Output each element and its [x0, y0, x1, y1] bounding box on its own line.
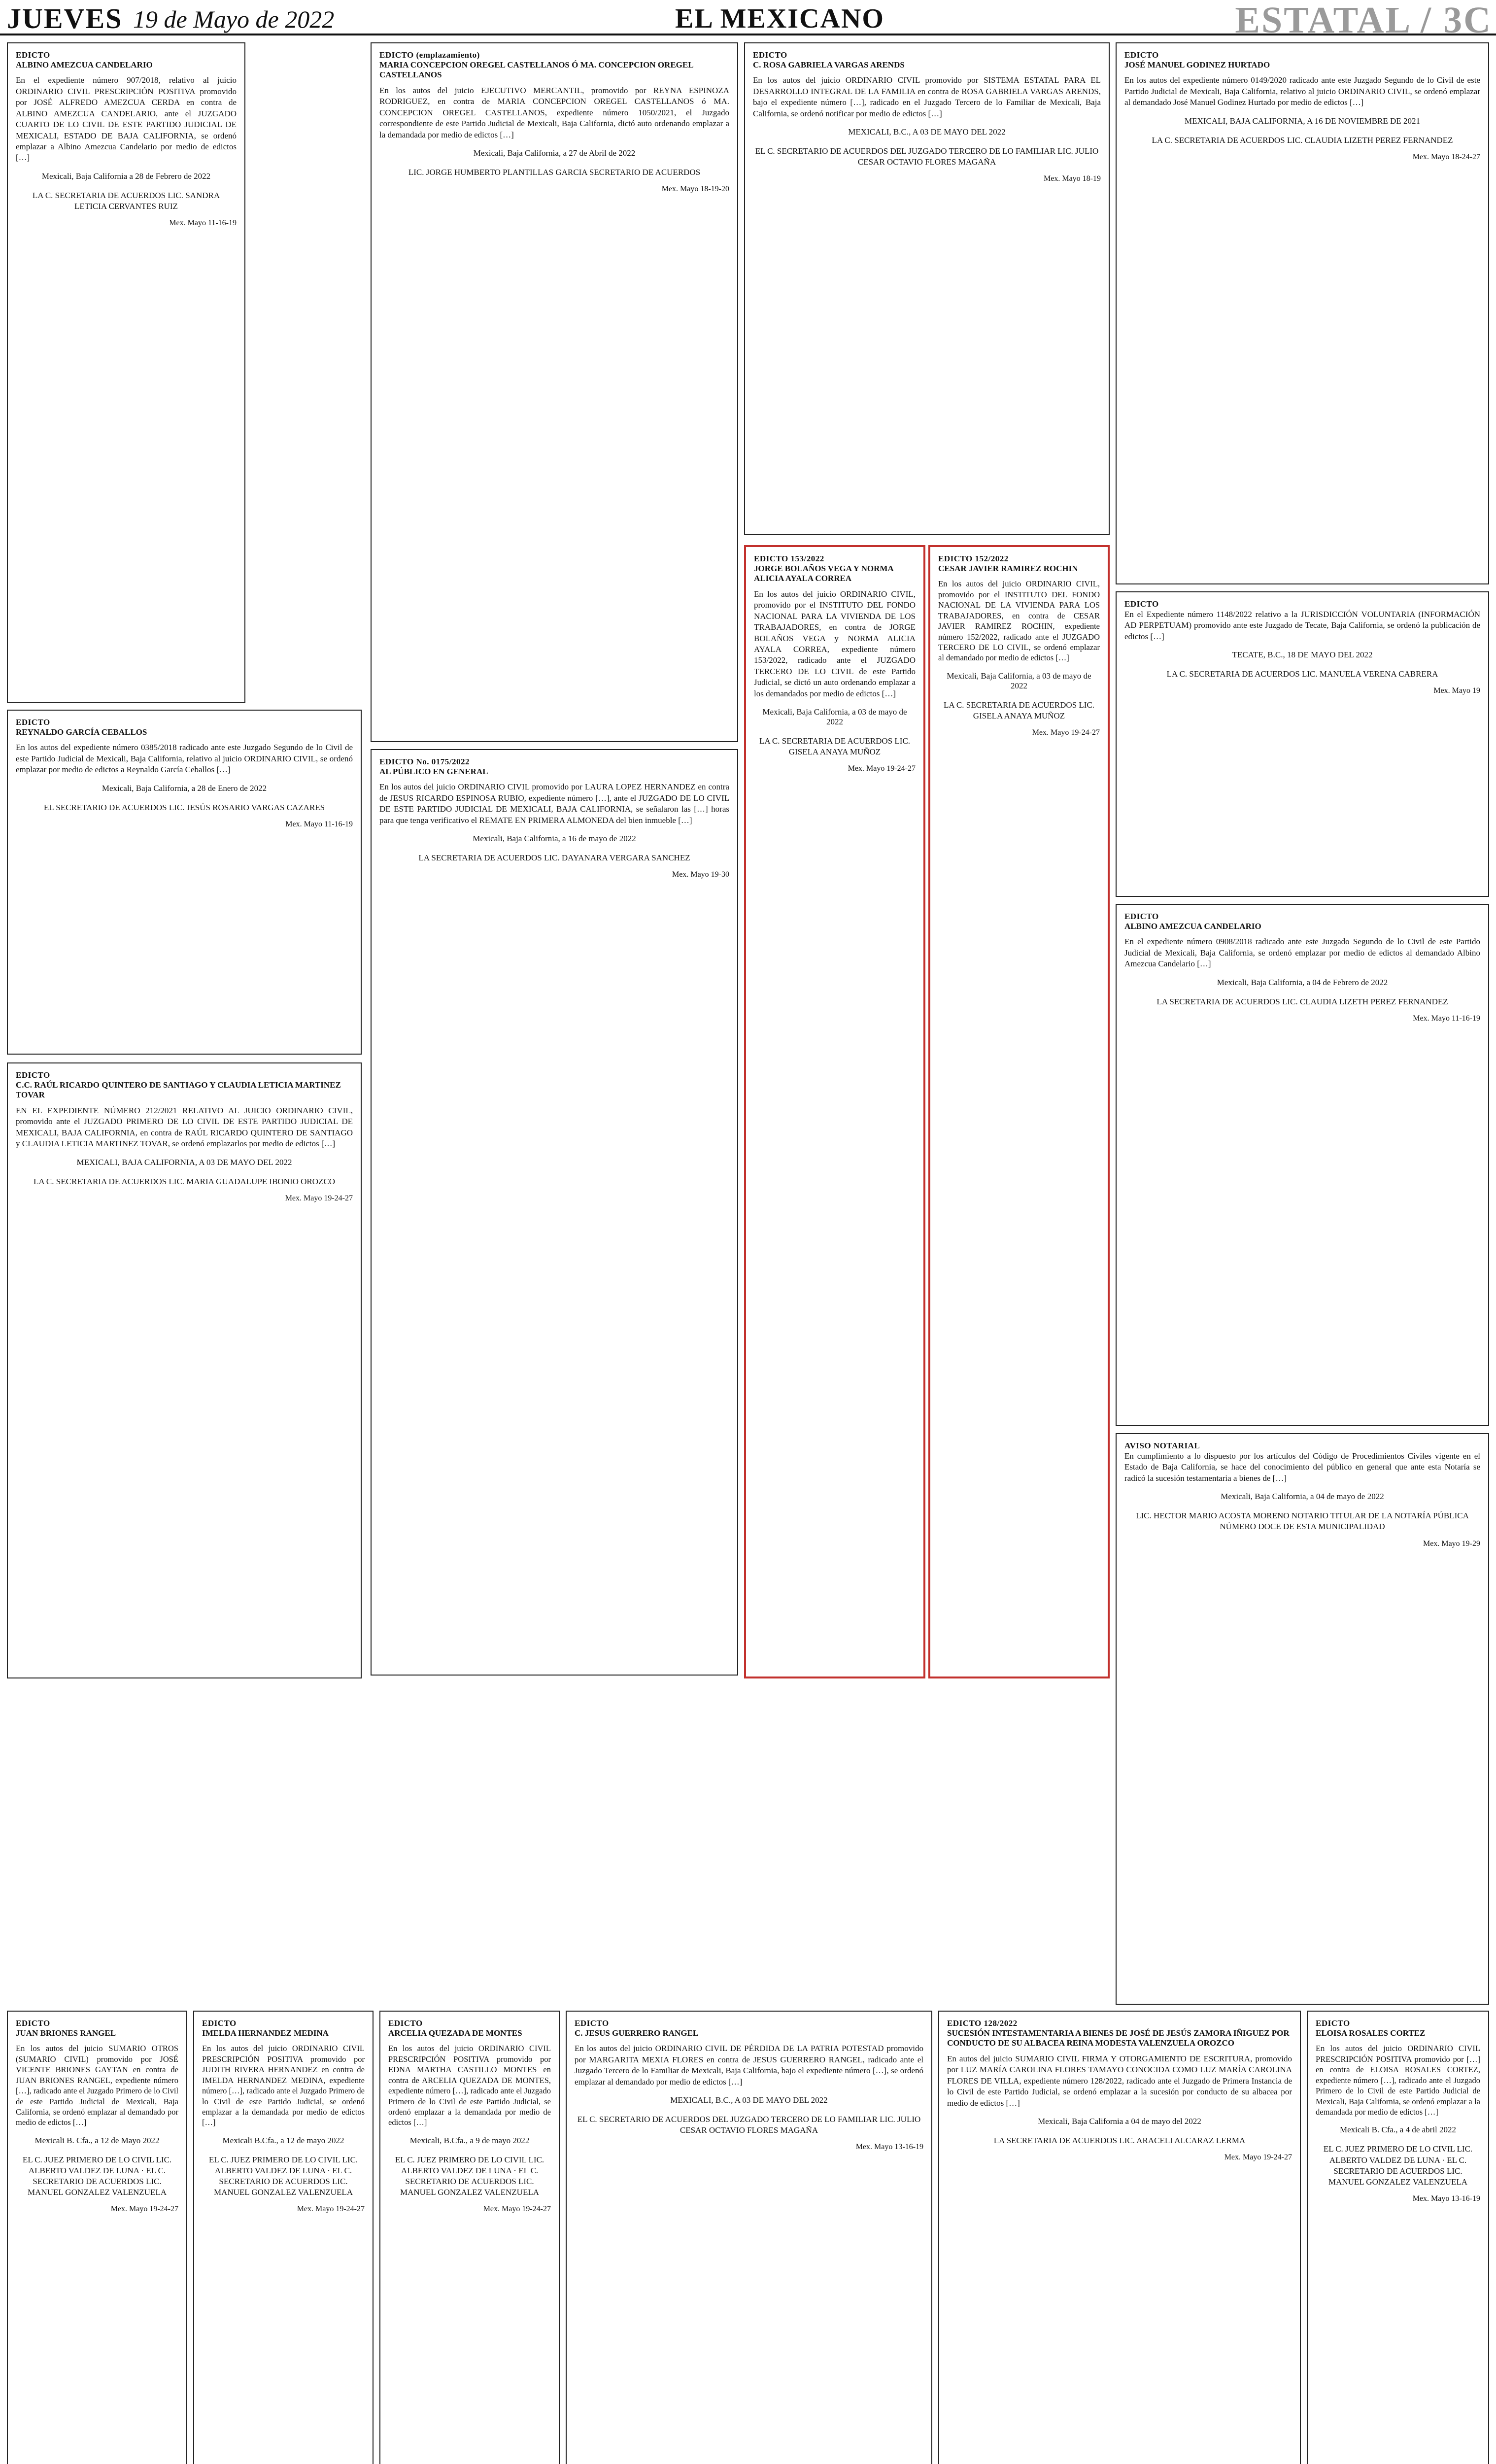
- notice-publication-dates: Mex. Mayo 19-24-27: [848, 764, 916, 773]
- notice-paragraph: En los autos del juicio ORDINARIO CIVIL, promovido por el INSTITUTO DEL FONDO NACIONAL DE LA VIVIENDA PARA LOS TRABAJADORES, en contra de CESAR JAVIER RAMIREZ ROCHIN, expediente número 152/2022, radicado ante el JUZGADO TERCERO DE LO CIVIL, se ordenó emplazar al demandado por medio de edictos […]: [938, 579, 1100, 663]
- notice-body: [16, 75, 237, 164]
- notice-kind: EDICTO: [1316, 2019, 1350, 2028]
- notice-n3: [744, 42, 1110, 535]
- notice-party: REYNALDO GARCÍA CEBALLOS: [16, 727, 147, 737]
- notice-party: ALBINO AMEZCUA CANDELARIO: [16, 60, 153, 69]
- notice-place-date: MEXICALI, B.C., A 03 DE MAYO DEL 2022: [848, 127, 1006, 137]
- notice-kind: EDICTO No. 0175/2022: [379, 757, 470, 766]
- notice-kind: EDICTO: [1124, 599, 1159, 609]
- notice-signature: EL SECRETARIO DE ACUERDOS LIC. JESÚS ROSARIO VARGAS CAZARES: [43, 802, 325, 812]
- notice-kind: EDICTO 152/2022: [938, 554, 1009, 563]
- notice-kind: EDICTO: [388, 2019, 423, 2028]
- notice-n8: [7, 1062, 362, 1678]
- notice-paragraph: En los autos del juicio ORDINARIO CIVIL PRESCRIPCIÓN POSITIVA promovido por […] en contra de ELOISA ROSALES CORTEZ, expediente número […], radicado ante el Juzgado Primero de lo Civil de este Partido Judicial de Mexicali, Baja California, se ordenó emplazar a la demandada por medio de edictos […]: [1316, 2044, 1480, 2117]
- notice-body: [16, 742, 353, 775]
- masthead-day: JUEVES: [7, 2, 123, 34]
- notice-party: JORGE BOLAÑOS VEGA Y NORMA ALICIA AYALA CORREA: [754, 564, 893, 583]
- notice-body: [379, 782, 729, 826]
- notice-publication-dates: Mex. Mayo 18-19-20: [661, 185, 729, 194]
- notice-body: [379, 85, 729, 140]
- notice-place-date: Mexicali, Baja California, a 04 de Febrero de 2022: [1217, 977, 1388, 987]
- notice-signature: LIC. JORGE HUMBERTO PLANTILLAS GARCIA SECRETARIO DE ACUERDOS: [408, 167, 701, 177]
- notice-kind: EDICTO: [16, 1070, 50, 1080]
- notice-n11: [928, 545, 1110, 1678]
- notice-paragraph: EN EL EXPEDIENTE NÚMERO 212/2021 RELATIVO AL JUICIO ORDINARIO CIVIL, promovido ante el JUZGADO PRIMERO DE LO CIVIL DE ESTE PARTIDO JUDICIAL DE MEXICALI, BAJA CALIFORNIA, en contra de RAÚL RICARDO QUINTERO DE SANTIAGO y CLAUDIA LETICIA MARTINEZ TOVAR, se ordenó emplazarlos por medio de edictos […]: [16, 1105, 353, 1149]
- notice-publication-dates: Mex. Mayo 18-19: [1044, 174, 1101, 183]
- notice-party: C. ROSA GABRIELA VARGAS ARENDS: [753, 60, 905, 69]
- notice-kind: EDICTO: [753, 50, 787, 60]
- notice-body: [1316, 2043, 1480, 2117]
- notice-kind: AVISO NOTARIAL: [1124, 1441, 1200, 1450]
- notice-body: [753, 75, 1101, 119]
- notice-party: ELOISA ROSALES CORTEZ: [1316, 2028, 1426, 2038]
- notice-body: [202, 2043, 365, 2128]
- notice-publication-dates: Mex. Mayo 13-16-19: [1412, 2194, 1480, 2203]
- notice-publication-dates: Mex. Mayo 19-24-27: [285, 1194, 353, 1202]
- notice-paragraph: En los autos del juicio ORDINARIO CIVIL promovido por SISTEMA ESTATAL PARA EL DESARROLLO INTEGRAL DE LA FAMILIA en contra de ROSA GABRIELA VARGAS ARENDS, bajo el expediente número […], radicado en el Juzgado Tercero de lo Familiar de Mexicali, Baja California, se ordenó notificar por medio de edictos […]: [753, 75, 1101, 118]
- notice-n6: [1116, 904, 1489, 1426]
- notice-party: ARCELIA QUEZADA DE MONTES: [388, 2028, 522, 2038]
- notice-signature: LIC. HECTOR MARIO ACOSTA MORENO NOTARIO TITULAR DE LA NOTARÍA PÚBLICA NÚMERO DOCE DE ESTA MUNICIPALIDAD: [1136, 1511, 1469, 1532]
- notice-body: [388, 2043, 551, 2128]
- notice-paragraph: En los autos del expediente número 0149/2020 radicado ante este Juzgado Segundo de lo Civil de este Partido Judicial de Mexicali, Baja California, relativo al juicio ORDINARIO CIVIL, se ordenó emplazar al demandado José Manuel Godinez Hurtado por medio de edictos […]: [1124, 75, 1480, 107]
- notice-signature: LA SECRETARIA DE ACUERDOS LIC. DAYANARA VERGARA SANCHEZ: [418, 853, 690, 863]
- notice-body: [754, 589, 916, 699]
- section-title: ESTATAL / 3C: [1235, 0, 1492, 41]
- notice-body: [947, 2053, 1292, 2109]
- notice-signature: LA C. SECRETARIA DE ACUERDOS LIC. SANDRA LETICIA CERVANTES RUIZ: [32, 190, 220, 211]
- notice-signature: LA C. SECRETARIA DE ACUERDOS LIC. MARIA GUADALUPE IBONIO OROZCO: [33, 1176, 336, 1186]
- notice-paragraph: En los autos del juicio ORDINARIO CIVIL promovido por LAURA LOPEZ HERNANDEZ en contra de JESUS RICARDO ESPINOSA RUBIO, expediente número […], ante el JUZGADO DE LO CIVIL DE ESTE PARTIDO JUDICIAL DE MEXICALI, BAJA CALIFORNIA, se señalaron las […] horas para que tenga verificativo el REMATE EN PRIMERA ALMONEDA del bien inmueble […]: [379, 782, 729, 825]
- newspaper-name: EL MEXICANO: [675, 3, 884, 34]
- notice-n17: [938, 2011, 1301, 2464]
- notice-place-date: Mexicali B. Cfa., a 12 de Mayo 2022: [34, 2135, 160, 2145]
- notice-signature: LA C. SECRETARIA DE ACUERDOS LIC. GISELA ANAYA MUÑOZ: [759, 736, 911, 757]
- notice-body: [1124, 75, 1480, 108]
- notice-party: C.C. RAÚL RICARDO QUINTERO DE SANTIAGO Y CLAUDIA LETICIA MARTINEZ TOVAR: [16, 1080, 341, 1100]
- notice-place-date: Mexicali, B.Cfa., a 9 de mayo 2022: [409, 2135, 530, 2145]
- notice-place-date: MEXICALI, BAJA CALIFORNIA, A 16 DE NOVIEMBRE DE 2021: [1185, 116, 1420, 126]
- notice-place-date: Mexicali B.Cfa., a 12 de mayo 2022: [222, 2135, 344, 2145]
- notice-kind: EDICTO 153/2022: [754, 554, 824, 563]
- notice-place-date: TECATE, B.C., 18 DE MAYO DEL 2022: [1232, 650, 1373, 660]
- notice-publication-dates: Mex. Mayo 19-24-27: [483, 2205, 551, 2214]
- notice-publication-dates: Mex. Mayo 19-29: [1423, 1539, 1480, 1548]
- notice-kind: EDICTO: [16, 718, 50, 727]
- notice-publication-dates: Mex. Mayo 19: [1433, 686, 1480, 695]
- notice-body: [16, 1105, 353, 1150]
- notice-place-date: Mexicali B. Cfa., a 4 de abril 2022: [1339, 2125, 1457, 2135]
- notice-kind: EDICTO: [1124, 50, 1159, 60]
- notice-n4: [1116, 42, 1489, 584]
- notice-body: [1124, 1451, 1480, 1484]
- notice-party: JOSÉ MANUEL GODINEZ HURTADO: [1124, 60, 1270, 69]
- notice-publication-dates: Mex. Mayo 19-24-27: [297, 2205, 365, 2214]
- notice-kind: EDICTO: [575, 2019, 609, 2028]
- notice-publication-dates: Mex. Mayo 19-24-27: [1032, 728, 1100, 737]
- notice-paragraph: En el Expediente número 1148/2022 relativo a la JURISDICCIÓN VOLUNTARIA (INFORMACIÓN AD PERPETUAM) promovido ante este Juzgado de Tecate, Baja California, se ordenó la publicación de edictos […]: [1124, 610, 1480, 641]
- masthead: [0, 0, 1496, 41]
- notice-place-date: Mexicali, Baja California, a 16 de mayo de 2022: [473, 834, 636, 844]
- notice-kind: EDICTO (emplazamiento): [379, 50, 480, 60]
- notice-place-date: Mexicali, Baja California, a 04 de mayo de 2022: [1221, 1492, 1384, 1502]
- notice-paragraph: En los autos del expediente número 0385/2018 radicado ante este Juzgado Segundo de lo Civil de este Partido Judicial de Mexicali, Baja California, relativo al juicio ORDINARIO CIVIL, se ordenó emplazar por medio de edictos a Reynaldo García Ceballos […]: [16, 743, 353, 775]
- notice-body: [1124, 936, 1480, 969]
- notice-place-date: Mexicali, Baja California a 28 de Febrero de 2022: [41, 171, 211, 181]
- notice-n2: [371, 42, 738, 742]
- notice-signature: LA C. SECRETARIA DE ACUERDOS LIC. GISELA ANAYA MUÑOZ: [943, 700, 1095, 720]
- notice-signature: EL C. JUEZ PRIMERO DE LO CIVIL LIC. ALBERTO VALDEZ DE LUNA · EL C. SECRETARIO DE ACUERDOS LIC. MANUEL GONZALEZ VALENZUELA: [1323, 2144, 1473, 2187]
- notice-paragraph: En cumplimiento a lo dispuesto por los artículos del Código de Procedimientos Civiles vigente en el Estado de Baja California, se hace del conocimiento del público en general que ante esta Notaría se radicó la sucesión testamentaria a bienes de […]: [1124, 1451, 1480, 1483]
- notice-signature: EL C. JUEZ PRIMERO DE LO CIVIL LIC. ALBERTO VALDEZ DE LUNA · EL C. SECRETARIO DE ACUERDOS LIC. MANUEL GONZALEZ VALENZUELA: [22, 2155, 172, 2197]
- notice-party: C. JESUS GUERRERO RANGEL: [575, 2028, 699, 2038]
- notice-paragraph: En los autos del juicio ORDINARIO CIVIL, promovido por el INSTITUTO DEL FONDO NACIONAL PARA LA VIVIENDA DE LOS TRABAJADORES, en contra de JORGE BOLAÑOS VEGA y NORMA ALICIA AYALA CORREA, expediente número 153/2022, radicado ante el JUZGADO TERCERO DE LO CIVIL de este Partido Judicial, se dictó un auto ordenando emplazar a los demandados por medio de edictos […]: [754, 589, 916, 698]
- notice-n13: [7, 2011, 187, 2464]
- notice-party: AL PÚBLICO EN GENERAL: [379, 767, 488, 776]
- notice-signature: EL C. JUEZ PRIMERO DE LO CIVIL LIC. ALBERTO VALDEZ DE LUNA · EL C. SECRETARIO DE ACUERDOS LIC. MANUEL GONZALEZ VALENZUELA: [395, 2155, 544, 2197]
- notice-body: [16, 2043, 178, 2128]
- notice-publication-dates: Mex. Mayo 11-16-19: [169, 219, 237, 228]
- notice-paragraph: En los autos del juicio ORDINARIO CIVIL PRESCRIPCIÓN POSITIVA promovido por JUDITH RIVERA HERNANDEZ en contra de IMELDA HERNANDEZ MEDINA, expediente número […], radicado ante el Juzgado Primero de lo Civil de este Partido Judicial, se ordenó emplazar a la demandada por medio de edictos […]: [202, 2044, 365, 2127]
- notice-n18: [1307, 2011, 1489, 2464]
- notice-place-date: Mexicali, Baja California, a 27 de Abril de 2022: [473, 148, 636, 158]
- notice-party: MARIA CONCEPCION OREGEL CASTELLANOS Ó MA. CONCEPCION OREGEL CASTELLANOS: [379, 60, 693, 80]
- notice-party: JUAN BRIONES RANGEL: [16, 2028, 116, 2038]
- notice-paragraph: En los autos del juicio SUMARIO OTROS (SUMARIO CIVIL) promovido por JOSÉ VICENTE BRIONES GAYTAN en contra de JUAN BRIONES RANGEL, expediente número […], radicado ante el Juzgado Primero de lo Civil de este Partido Judicial de Mexicali, Baja California, se ordenó emplazar al demandado por medio de edictos […]: [16, 2044, 178, 2127]
- notice-publication-dates: Mex. Mayo 18-24-27: [1412, 152, 1480, 161]
- notice-publication-dates: Mex. Mayo 13-16-19: [855, 2143, 923, 2152]
- notice-place-date: Mexicali, Baja California, a 28 de Enero de 2022: [102, 783, 267, 793]
- notice-paragraph: En los autos del juicio EJECUTIVO MERCANTIL, promovido por REYNA ESPINOZA RODRIGUEZ, en contra de MARIA CONCEPCION OREGEL CASTELLANOS ó MA. CONCEPCION OREGEL CASTELLANOS, expediente número 1050/2021, el Juzgado correspondiente de este Partido Judicial de Mexicali, Baja California, dictó auto ordenando emplazar a la demandada por medio de edictos […]: [379, 85, 729, 139]
- notice-n7: [7, 710, 362, 1055]
- notice-publication-dates: Mex. Mayo 11-16-19: [1413, 1014, 1480, 1023]
- notice-n1: [7, 42, 245, 703]
- notice-party: SUCESIÓN INTESTAMENTARIA A BIENES DE JOSÉ DE JESÚS ZAMORA IÑIGUEZ POR CONDUCTO DE SU ALBACEA REINA MODESTA VALENZUELA OROZCO: [947, 2028, 1290, 2048]
- notice-signature: EL C. SECRETARIO DE ACUERDOS DEL JUZGADO TERCERO DE LO FAMILIAR LIC. JULIO CESAR OCTAVIO FLORES MAGAÑA: [755, 146, 1099, 167]
- notice-publication-dates: Mex. Mayo 19-24-27: [1224, 2153, 1292, 2162]
- notice-place-date: Mexicali, Baja California, a 03 de mayo de 2022: [762, 707, 907, 727]
- notice-kind: EDICTO 128/2022: [947, 2019, 1018, 2028]
- notice-kind: EDICTO: [1124, 912, 1159, 921]
- notice-party: IMELDA HERNANDEZ MEDINA: [202, 2028, 329, 2038]
- notice-body: [938, 579, 1100, 663]
- notice-signature: EL C. JUEZ PRIMERO DE LO CIVIL LIC. ALBERTO VALDEZ DE LUNA · EL C. SECRETARIO DE ACUERDOS LIC. MANUEL GONZALEZ VALENZUELA: [208, 2155, 358, 2197]
- notice-publication-dates: Mex. Mayo 19-30: [672, 870, 729, 879]
- notice-place-date: MEXICALI, BAJA CALIFORNIA, A 03 DE MAYO DEL 2022: [76, 1157, 292, 1167]
- notice-n15: [379, 2011, 560, 2464]
- notice-body: [575, 2043, 923, 2088]
- notice-party: ALBINO AMEZCUA CANDELARIO: [1124, 922, 1261, 931]
- notice-publication-dates: Mex. Mayo 19-24-27: [110, 2205, 178, 2214]
- notice-kind: EDICTO: [16, 50, 50, 60]
- notice-party: CESAR JAVIER RAMIREZ ROCHIN: [938, 564, 1078, 573]
- notice-body: [1124, 609, 1480, 642]
- notice-signature: LA C. SECRETARIA DE ACUERDOS LIC. MANUELA VERENA CABRERA: [1166, 669, 1438, 679]
- notice-signature: EL C. SECRETARIO DE ACUERDOS DEL JUZGADO TERCERO DE LO FAMILIAR LIC. JULIO CESAR OCTAVIO FLORES MAGAÑA: [577, 2115, 921, 2135]
- notice-paragraph: En los autos del juicio ORDINARIO CIVIL PRESCRIPCIÓN POSITIVA promovido por EDNA MARTHA CASTILLO MONTES en contra de ARCELIA QUEZADA DE MONTES, expediente número […], radicado ante el Juzgado Primero de lo Civil de este Partido Judicial, se ordenó emplazar a la demandada por medio de edictos […]: [388, 2044, 551, 2127]
- notice-signature: LA C. SECRETARIA DE ACUERDOS LIC. CLAUDIA LIZETH PEREZ FERNANDEZ: [1152, 135, 1453, 145]
- notice-signature: LA SECRETARIA DE ACUERDOS LIC. ARACELI ALCARAZ LERMA: [993, 2135, 1246, 2145]
- notice-place-date: Mexicali, Baja California a 04 de mayo del 2022: [1038, 2116, 1201, 2126]
- notice-kind: EDICTO: [16, 2019, 50, 2028]
- notice-place-date: Mexicali, Baja California, a 03 de mayo de 2022: [947, 671, 1091, 690]
- notice-n5: [1116, 591, 1489, 897]
- notice-n12: [1116, 1433, 1489, 2005]
- notice-publication-dates: Mex. Mayo 11-16-19: [285, 820, 353, 828]
- notice-paragraph: En el expediente número 0908/2018 radicado ante este Juzgado Segundo de lo Civil de este Partido Judicial de Mexicali, Baja California, se ordenó emplazar por medio de edictos al demandado Albino Amezcua Candelario […]: [1124, 937, 1480, 969]
- notice-paragraph: En autos del juicio SUMARIO CIVIL FIRMA Y OTORGAMIENTO DE ESCRITURA, promovido por LUZ MARÍA CAROLINA FLORES TAMAYO CONOCIDA COMO LUZ MARÍA CAROLINA FLORES DE VILLA, expediente número 128/2022, radicado ante el Juzgado de Primera Instancia de lo Civil de este Partido Judicial, se ordenó emplazar a la sucesión por conducto de su albacea por medio de edictos […]: [947, 2053, 1292, 2108]
- notice-n9: [371, 749, 738, 1676]
- masthead-date: 19 de Mayo de 2022: [133, 5, 335, 33]
- notice-n16: [566, 2011, 932, 2464]
- notice-signature: LA SECRETARIA DE ACUERDOS LIC. CLAUDIA LIZETH PEREZ FERNANDEZ: [1156, 996, 1448, 1006]
- notice-place-date: MEXICALI, B.C., A 03 DE MAYO DEL 2022: [670, 2095, 828, 2105]
- notice-kind: EDICTO: [202, 2019, 237, 2028]
- notice-paragraph: En los autos del juicio ORDINARIO CIVIL DE PÉRDIDA DE LA PATRIA POTESTAD promovido por MARGARITA MEXIA FLORES en contra de JESUS GUERRERO RANGEL, radicado ante el Juzgado Tercero de lo Familiar de Mexicali, Baja California, bajo el expediente número […], se ordenó emplazar al demandado por medio de edictos […]: [575, 2044, 923, 2087]
- notice-paragraph: En el expediente número 907/2018, relativo al juicio ORDINARIO CIVIL PRESCRIPCIÓN POSITIVA promovido por JOSÉ ALFREDO AMEZCUA CERDA en contra de ALBINO AMEZCUA CANDELARIO, ante el JUZGADO CUARTO DE LO CIVIL DE ESTE PARTIDO JUDICIAL DE MEXICALI, ESTADO DE BAJA CALIFORNIA, se ordenó emplazar a Albino Amezcua Candelario por medio de edictos […]: [16, 75, 237, 163]
- notice-n10: [744, 545, 925, 1678]
- notice-n14: [193, 2011, 374, 2464]
